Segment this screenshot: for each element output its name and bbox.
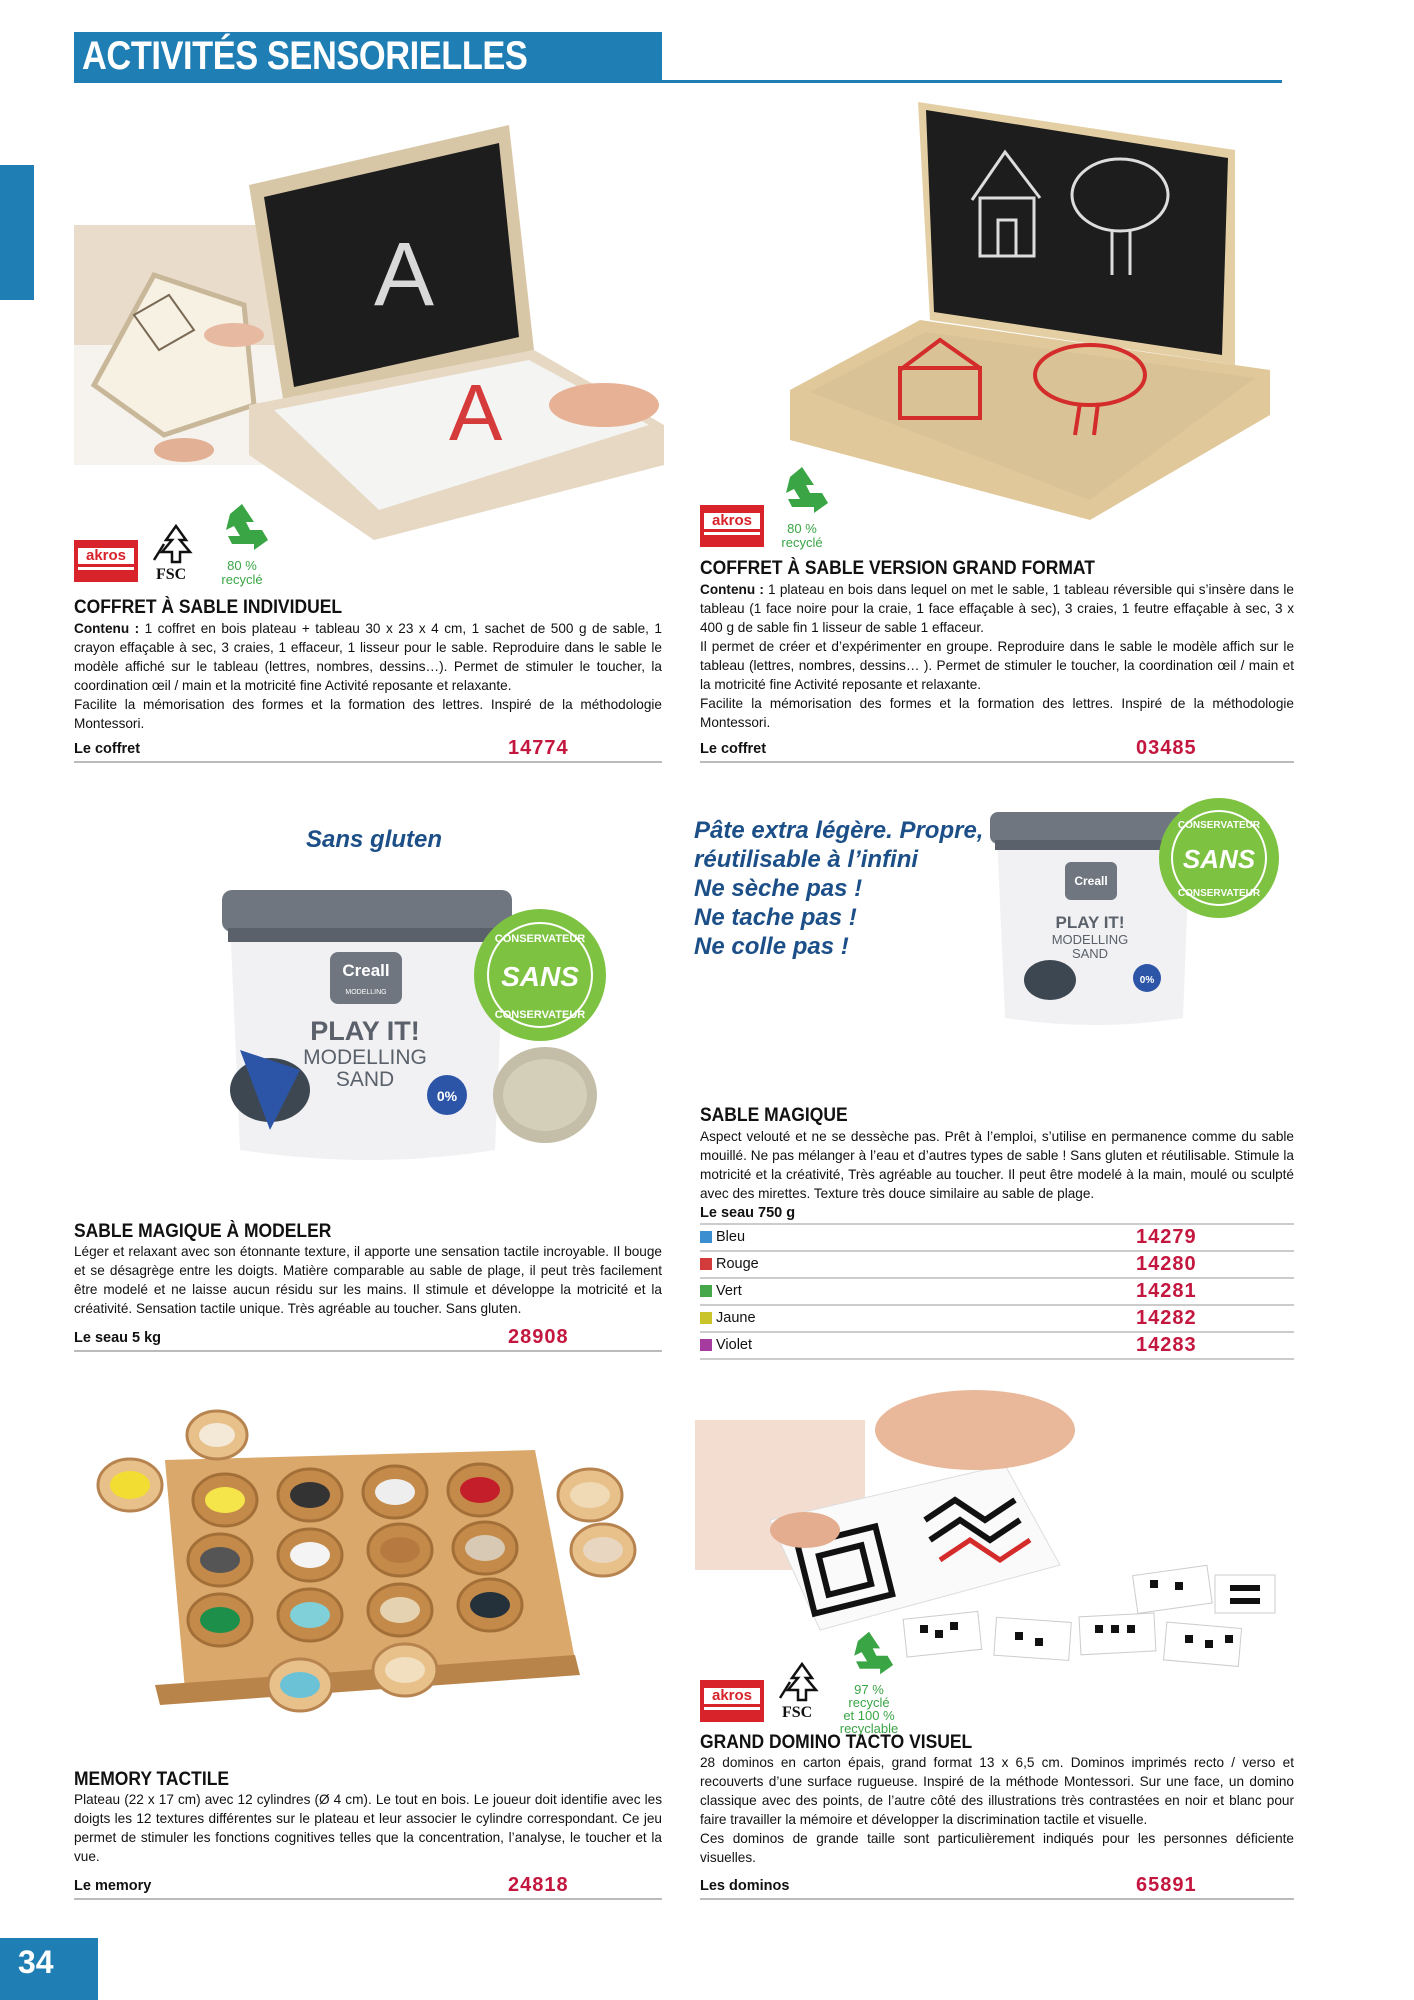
product-code: 14280 <box>1136 1253 1197 1275</box>
header-rule <box>74 80 1282 83</box>
recycle-logo: 80 % recyclé <box>210 500 274 587</box>
brand-text: Creall <box>342 961 390 980</box>
product-description: Aspect velouté et ne se dessèche pas. Prêt à l’emploi, s’utilise en permanence comme du sable mouillé. Ne pas mélanger à l’eau et d’autres types de sable ! Sans gluten et réutilisable. Stimule la motricité et la créativité, Très agréable au toucher. Il peut être modelé à la main, moulé ou sculpté avec des mirettes. Texture très douce similaire au sable de plage. <box>700 1129 1294 1201</box>
brand-sub-text: MODELLING <box>345 989 387 996</box>
variant-row <box>700 1306 1294 1333</box>
tagline-line: Ne sèche pas ! <box>694 875 863 902</box>
swatch-icon <box>700 1312 712 1324</box>
recycle-icon <box>210 500 274 554</box>
product-code: 03485 <box>1136 737 1197 759</box>
package-line2: MODELLING <box>1051 932 1129 947</box>
product-title: SABLE MAGIQUE À MODELER <box>74 1221 332 1242</box>
price-unit: Le coffret <box>700 741 767 757</box>
price-unit: Le coffret <box>74 741 141 757</box>
seal-bottom-text: CONSERVATEUR <box>494 1009 586 1021</box>
product-code: 14774 <box>508 737 569 759</box>
tagline-line: Pâte extra légère. Propre, <box>694 817 984 844</box>
variant-row <box>700 1333 1294 1360</box>
product-title: SABLE MAGIQUE <box>700 1105 848 1126</box>
variant-label: Jaune <box>716 1310 756 1326</box>
recycle-icon <box>770 463 834 517</box>
variant-label: Violet <box>716 1337 753 1353</box>
package-line1: PLAY IT! <box>1055 913 1125 932</box>
sand-letter: A <box>449 368 503 457</box>
seal-bottom-text: CONSERVATEUR <box>1177 888 1261 899</box>
product-title: GRAND DOMINO TACTO VISUEL <box>700 1732 973 1753</box>
chalk-letter: A <box>374 225 435 325</box>
fsc-logo: FSC <box>148 522 204 588</box>
recycle-icon <box>832 1628 906 1678</box>
product-code: 14283 <box>1136 1334 1197 1356</box>
tagline-block <box>694 816 983 961</box>
akros-logo: akros <box>700 1680 764 1722</box>
zero-badge: 0% <box>436 1088 458 1104</box>
product-code: 14279 <box>1136 1226 1197 1248</box>
fsc-tree-icon <box>148 522 204 566</box>
recycle-logo: 80 % recyclé <box>770 463 834 550</box>
price-unit: Les dominos <box>700 1878 790 1894</box>
tagline-line: Ne colle pas ! <box>694 933 849 960</box>
tagline-line: Ne tache pas ! <box>694 904 857 931</box>
product-title: COFFRET À SABLE VERSION GRAND FORMAT <box>700 558 1095 579</box>
product-image-coffret-individuel <box>74 105 664 545</box>
price-row <box>74 1326 662 1352</box>
side-tab <box>0 165 34 300</box>
package-line1: PLAY IT! <box>310 1016 420 1046</box>
product-code: 14281 <box>1136 1280 1197 1302</box>
swatch-icon <box>700 1231 712 1243</box>
variant-unit: Le seau 750 g <box>700 1205 796 1221</box>
brand-text: Creall <box>1074 874 1108 888</box>
product-code: 14282 <box>1136 1307 1197 1329</box>
page-title: ACTIVITÉS SENSORIELLES <box>82 34 528 78</box>
product-description: Contenu : 1 plateau en bois dans lequel on met le sable, 1 tableau réversible qui s’insère dans le tableau (1 face noire pour la craie, 1 face effaçable à sec), 3 craies, 1 feutre effaçable à sec, 3 x 400 g de sable fin 1 lisseur de sable 1 effaceur. Il permet de créer et d’expérimenter en groupe. Reproduire dans le sable le modèle affich sur le tableau (lettres, nombres, dessins… ). Permet de stimuler le toucher, la coordination œil / main et la motricité fine Activité reposante et relaxante. Facilite la mémorisation des formes et la formation des lettres. Inspiré de la méthodologie Montessori. <box>700 582 1294 730</box>
variant-label: Vert <box>716 1283 742 1299</box>
tagline-line: réutilisable à l’infini <box>694 846 919 873</box>
product-image-memory-tactile <box>95 1400 655 1745</box>
swatch-icon <box>700 1285 712 1297</box>
seal-top-text: CONSERVATEUR <box>494 933 586 945</box>
price-unit: Le seau 5 kg <box>74 1330 162 1346</box>
variant-label: Rouge <box>716 1256 759 1272</box>
package-line3: SAND <box>335 1068 395 1091</box>
akros-logo: akros <box>700 505 764 547</box>
package-line3: SAND <box>1071 946 1109 961</box>
price-row <box>74 1874 662 1900</box>
seal-top-text: CONSERVATEUR <box>1177 820 1261 831</box>
product-image-sable-magique <box>985 790 1285 1030</box>
recycle-logo: 97 % recyclé et 100 % recyclable <box>832 1628 906 1735</box>
package-line2: MODELLING <box>303 1046 427 1069</box>
fsc-logo: FSC <box>774 1660 830 1726</box>
variant-row <box>700 1279 1294 1306</box>
product-description: 28 dominos en carton épais, grand format 13 x 6,5 cm. Dominos imprimés recto / verso et recouverts d’une surface rugueuse. Inspiré de la méthode Montessori. Sur une face, un domino classique avec des points, de l’autre côté des illustrations très contrastées en noir et blanc pour faire travailler la mémoire et développer la discrimination tactile et visuelle. Ces dominos de grande taille sont particulièrement indiqués pour les personnes déficiente visuelles. <box>700 1755 1294 1865</box>
variant-label: Bleu <box>716 1229 746 1245</box>
product-description: Léger et relaxant avec son étonnante texture, il apporte une sensation tactile incroyable. Il bouge et se désagrège entre les doigts. Matière comparable au sable de plage, il peut très facilement être modelé et ne laisse aucun résidu sur les mains. Il stimule et développe la motricité et la créativité. Sensation tactile unique. Très agréable au toucher. Sans gluten. <box>74 1244 662 1316</box>
swatch-icon <box>700 1339 712 1351</box>
seal-mid-text: SANS <box>1182 844 1256 874</box>
zero-badge: 0% <box>1139 975 1155 986</box>
product-title: MEMORY TACTILE <box>74 1769 230 1790</box>
page-number: 34 <box>18 1944 54 1980</box>
price-row <box>700 1874 1294 1900</box>
price-row <box>74 737 662 763</box>
product-image-sable-modeler <box>210 870 630 1180</box>
price-unit: Le memory <box>74 1878 152 1894</box>
swatch-icon <box>700 1258 712 1270</box>
variant-row <box>700 1225 1294 1252</box>
price-row <box>700 737 1294 763</box>
akros-logo: akros <box>74 540 138 582</box>
product-image-domino <box>695 1370 1285 1670</box>
seal-mid-text: SANS <box>501 961 579 992</box>
product-image-coffret-grand-format <box>790 100 1280 520</box>
product-code: 24818 <box>508 1874 569 1896</box>
product-code: 28908 <box>508 1326 569 1348</box>
fsc-tree-icon <box>774 1660 830 1704</box>
product-title: COFFRET À SABLE INDIVIDUEL <box>74 597 343 618</box>
product-code: 65891 <box>1136 1874 1197 1896</box>
variant-list <box>700 1223 1294 1360</box>
tagline: Sans gluten <box>306 826 443 853</box>
variant-row <box>700 1252 1294 1279</box>
product-description: Plateau (22 x 17 cm) avec 12 cylindres (Ø 4 cm). Le tout en bois. Le joueur doit identifie avec les doigts les 12 textures différentes sur le plateau et leur associer le cylindre correspondant. Ce jeu permet de stimuler les fonctions cognitives telles que la concentration, l’analyse, le toucher et la vue. <box>74 1792 662 1864</box>
product-description: Contenu : 1 coffret en bois plateau + tableau 30 x 23 x 4 cm, 1 sachet de 500 g de sable, 1 crayon effaçable à sec, 3 craies, 1 effaceur, 1 lisseur pour le sable. Reproduire dans le sable le modèle affiché sur le tableau (lettres, nombres, dessins…). Permet de stimuler le toucher, la coordination œil / main et la motricité fine Activité reposante et relaxante. Facilite la mémorisation des formes et la formation des lettres. Inspiré de la méthodologie Montessori. <box>74 621 662 731</box>
